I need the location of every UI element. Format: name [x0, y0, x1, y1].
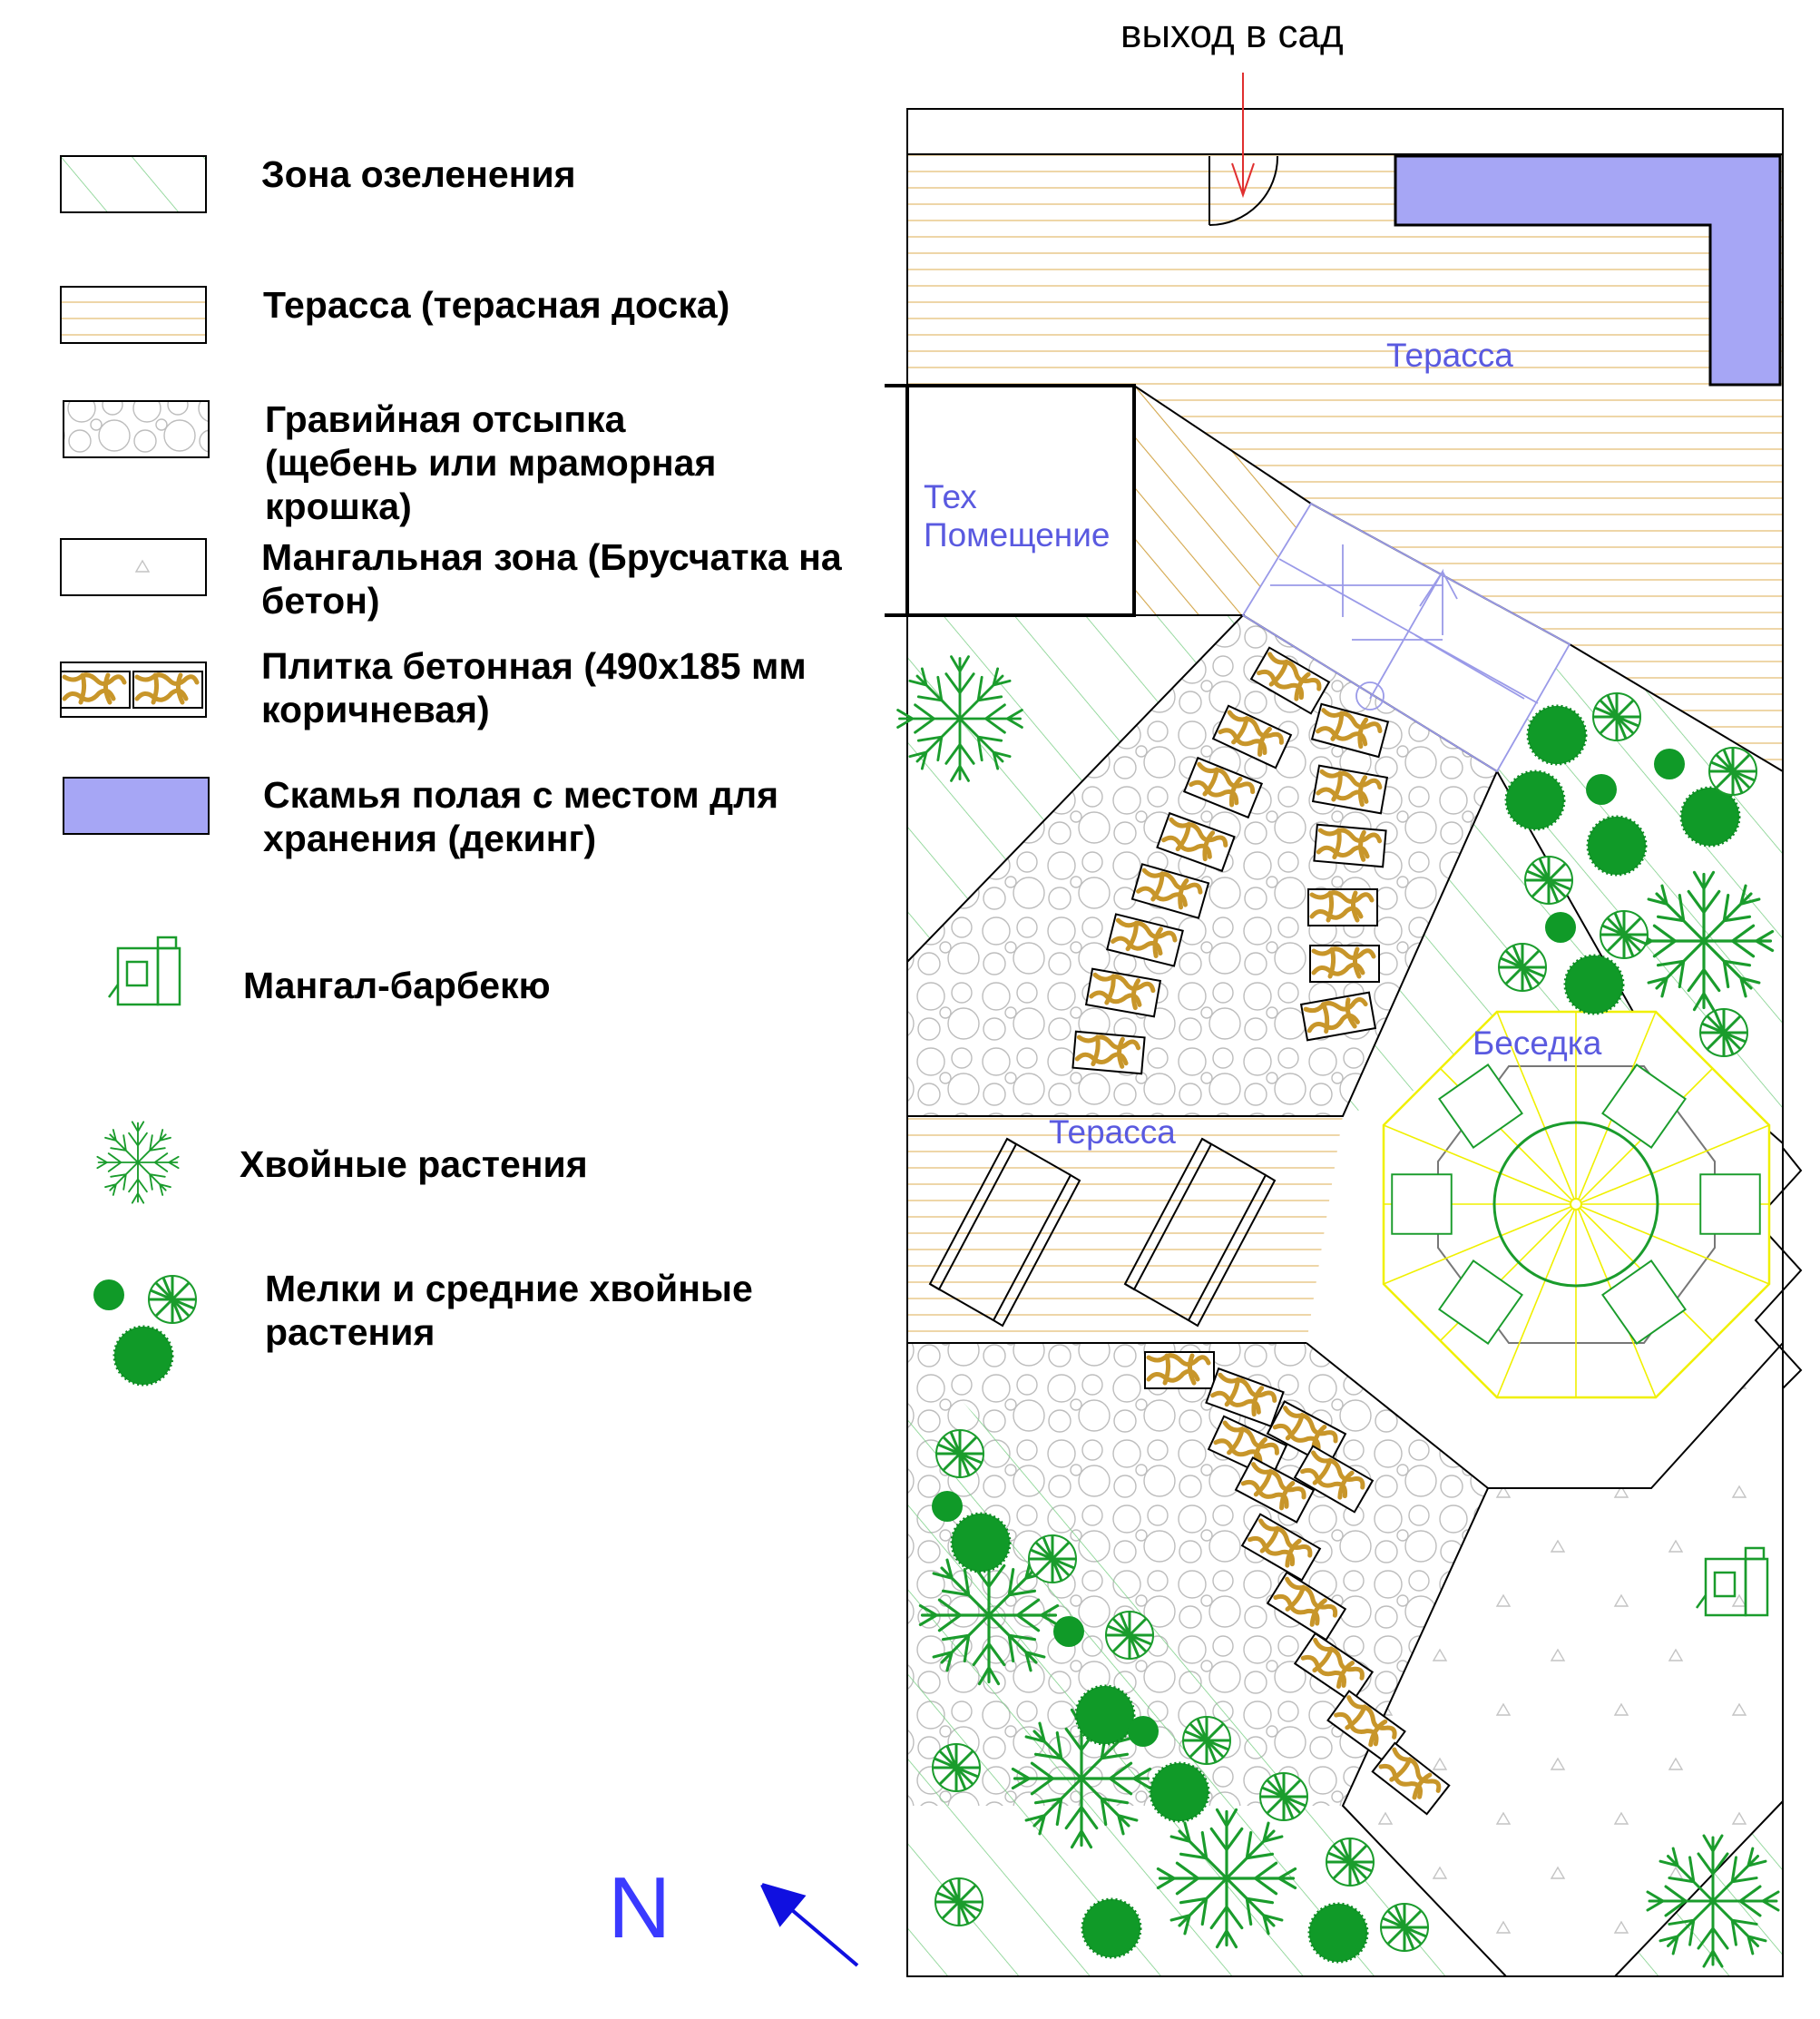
site-plan: [885, 73, 1801, 1976]
legend-text-gravel: Гравийная отсыпка (щебень или мраморная крошка): [265, 398, 717, 527]
north-label: N: [608, 1859, 671, 1956]
legend-text-greenery: Зона озеленения: [261, 153, 576, 195]
legend-swatch-gravel: [64, 401, 209, 457]
legend-swatch-greenery: [61, 156, 206, 212]
north-indicator: [608, 1859, 857, 1965]
legend-conifer-icon: [97, 1122, 178, 1202]
legend-text-small-conifers: Мелки и средние хвойные растения: [265, 1268, 753, 1353]
legend-text-bbq: Мангал-барбекю: [243, 965, 551, 1006]
legend-text-bench: Скамья полая с местом для хранения (декинг): [263, 774, 779, 859]
label-terrace-middle: Терасса: [1049, 1113, 1176, 1151]
garden-exit-label: выход в сад: [1120, 12, 1344, 56]
north-arrow-icon: [762, 1885, 857, 1965]
legend-swatch-tiles: [61, 662, 206, 717]
legend-text-grill-zone: Мангальная зона (Брусчатка на бетон): [261, 536, 842, 622]
legend-text-deck: Терасса (терасная доска): [263, 284, 730, 326]
label-gazebo: Беседка: [1473, 1024, 1602, 1062]
legend-text-tiles: Плитка бетонная (490x185 мм коричневая): [261, 645, 807, 730]
legend-bbq-icon: [109, 937, 180, 1005]
gazebo: [1384, 1012, 1769, 1397]
legend-small-conifers-icon: [93, 1276, 196, 1385]
legend-swatch-bench: [64, 778, 209, 834]
label-tech-room: Тех Помещение: [924, 478, 1111, 554]
tech-room: [885, 386, 1134, 615]
legend-swatch-grill-zone: [61, 539, 206, 595]
legend-text-conifers: Хвойные растения: [240, 1143, 588, 1185]
legend: [61, 153, 852, 1385]
legend-swatch-deck: [61, 287, 206, 343]
label-terrace-top: Терасса: [1386, 337, 1513, 374]
